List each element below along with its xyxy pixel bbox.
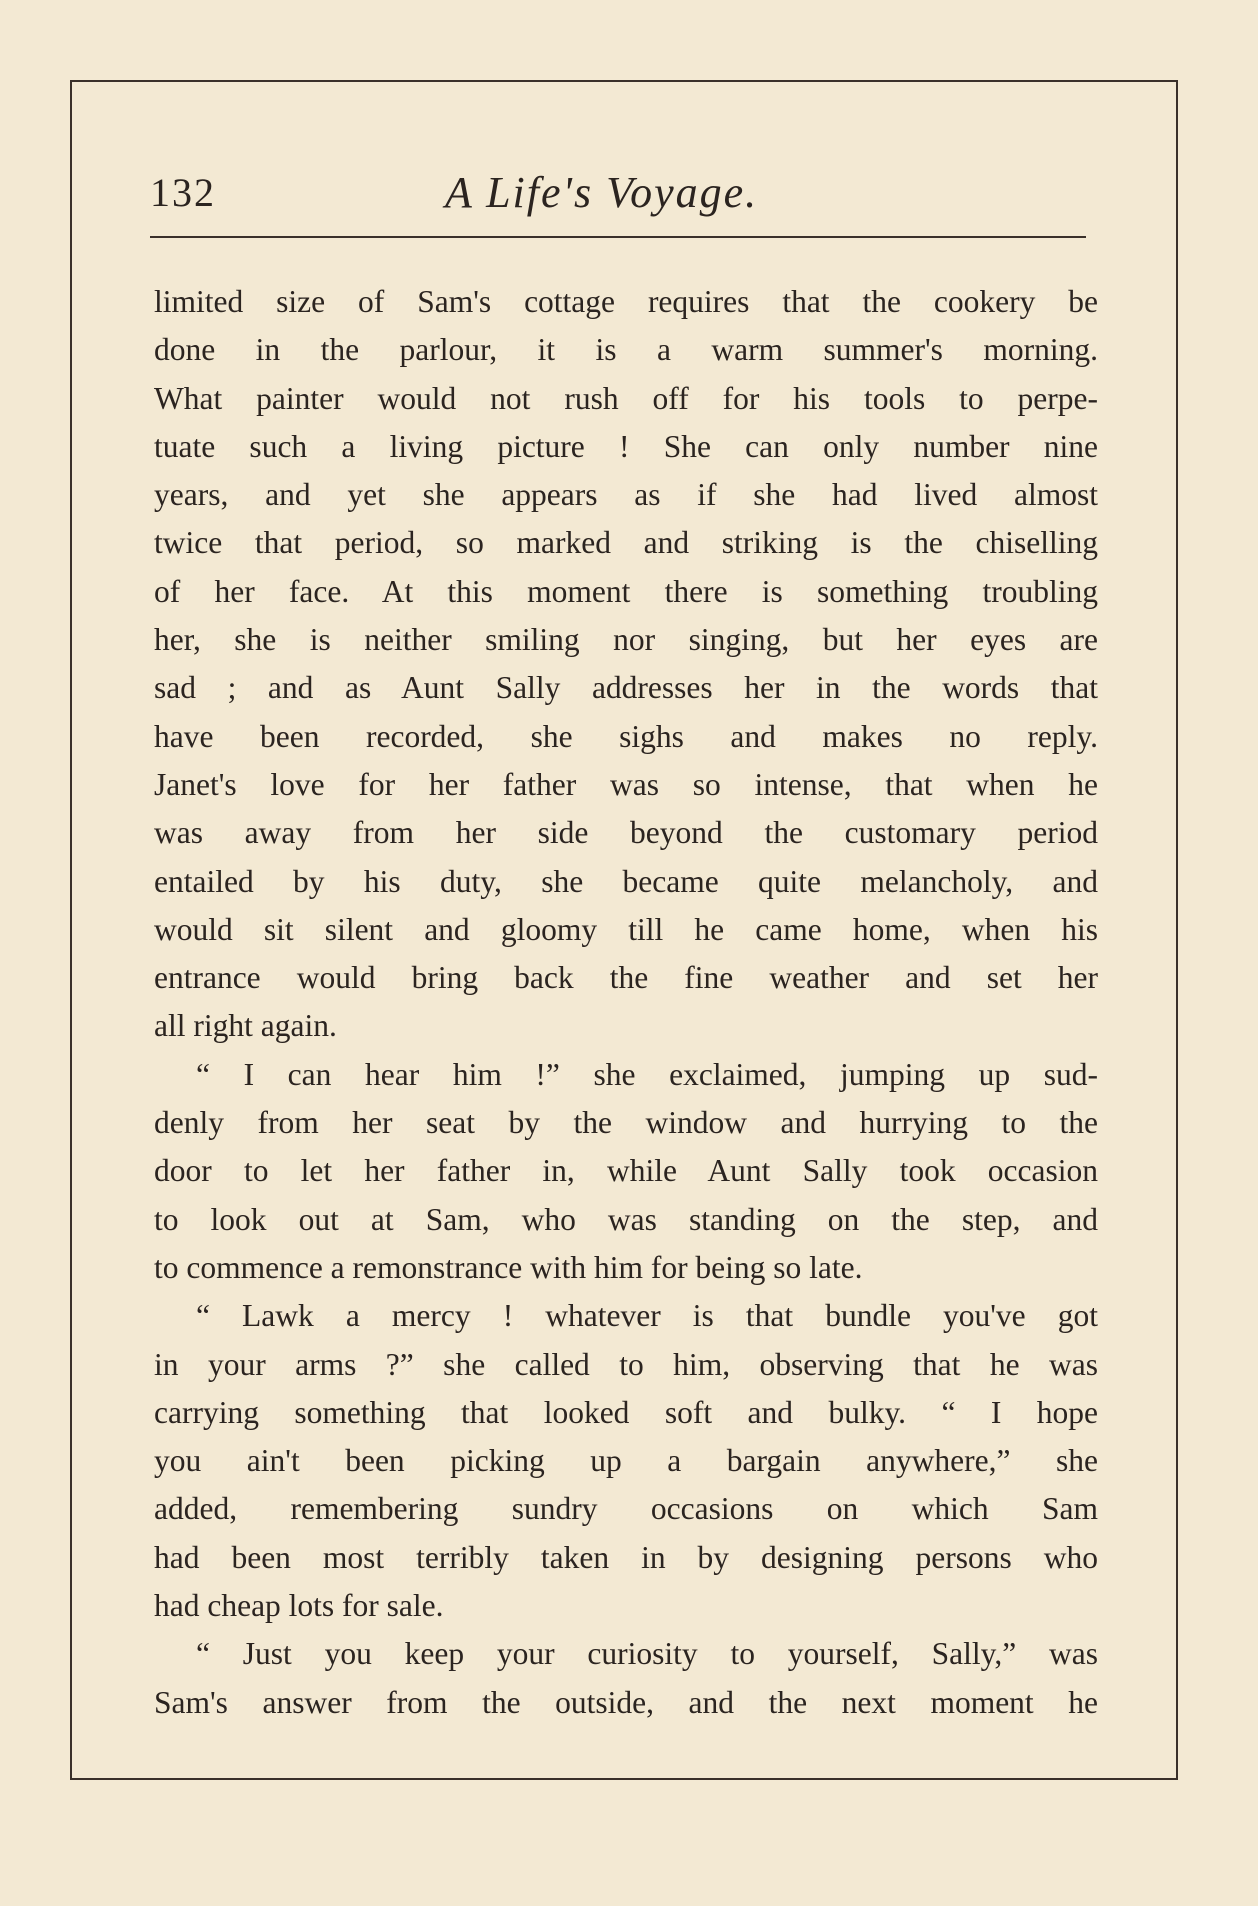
text-line: “ Lawk a mercy ! whatever is that bundle you've got — [196, 1298, 1098, 1334]
text-line: carrying something that looked soft and bulky. “ I hope — [154, 1394, 1098, 1430]
text-line: done in the parlour, it is a warm summer's morning. — [154, 332, 1098, 368]
text-line: “ I can hear him !” she exclaimed, jumping up sud- — [196, 1056, 1098, 1092]
header-rule — [150, 236, 1086, 238]
text-line: twice that period, so marked and striking is the chiselling — [154, 525, 1098, 561]
text-line: What painter would not rush off for his tools to perpe- — [154, 380, 1098, 416]
text-line: her, she is neither smiling nor singing, but her eyes are — [154, 622, 1098, 658]
text-line: all right again. — [154, 1008, 337, 1044]
text-line: of her face. At this moment there is something troubling — [154, 573, 1098, 609]
text-line: in your arms ?” she called to him, observing that he was — [154, 1346, 1098, 1382]
text-line: had been most terribly taken in by designing persons who — [154, 1539, 1098, 1575]
text-line: entailed by his duty, she became quite melancholy, and — [154, 863, 1098, 899]
text-line: tuate such a living picture ! She can only number nine — [154, 428, 1098, 464]
text-line: have been recorded, she sighs and makes no reply. — [154, 718, 1098, 754]
text-line: sad ; and as Aunt Sally addresses her in the words that — [154, 670, 1098, 706]
text-line: denly from her seat by the window and hurrying to the — [154, 1105, 1098, 1141]
running-title: A Life's Voyage. — [445, 168, 759, 217]
text-line: was away from her side beyond the customary period — [154, 815, 1098, 851]
page-header — [80, 95, 1080, 217]
text-line: years, and yet she appears as if she had lived almost — [154, 477, 1098, 513]
page-number: 132 — [150, 170, 216, 215]
text-line: to commence a remonstrance with him for being so late. — [154, 1249, 863, 1285]
text-line: would sit silent and gloomy till he came home, when his — [154, 911, 1098, 947]
text-line: Sam's answer from the outside, and the next moment he — [154, 1684, 1098, 1720]
text-line: you ain't been picking up a bargain anywhere,” she — [154, 1443, 1098, 1479]
text-line: to look out at Sam, who was standing on the step, and — [154, 1201, 1098, 1237]
body-text — [154, 278, 1098, 1727]
text-line: had cheap lots for sale. — [154, 1588, 444, 1624]
text-line: added, remembering sundry occasions on which Sam — [154, 1491, 1098, 1527]
text-line: door to let her father in, while Aunt Sally took occasion — [154, 1153, 1098, 1189]
text-line: entrance would bring back the fine weather and set her — [154, 960, 1098, 996]
text-line: Janet's love for her father was so intense, that when he — [154, 766, 1098, 802]
text-line: “ Just you keep your curiosity to yourself, Sally,” was — [196, 1636, 1098, 1672]
text-line: limited size of Sam's cottage requires that the cookery be — [154, 284, 1098, 319]
